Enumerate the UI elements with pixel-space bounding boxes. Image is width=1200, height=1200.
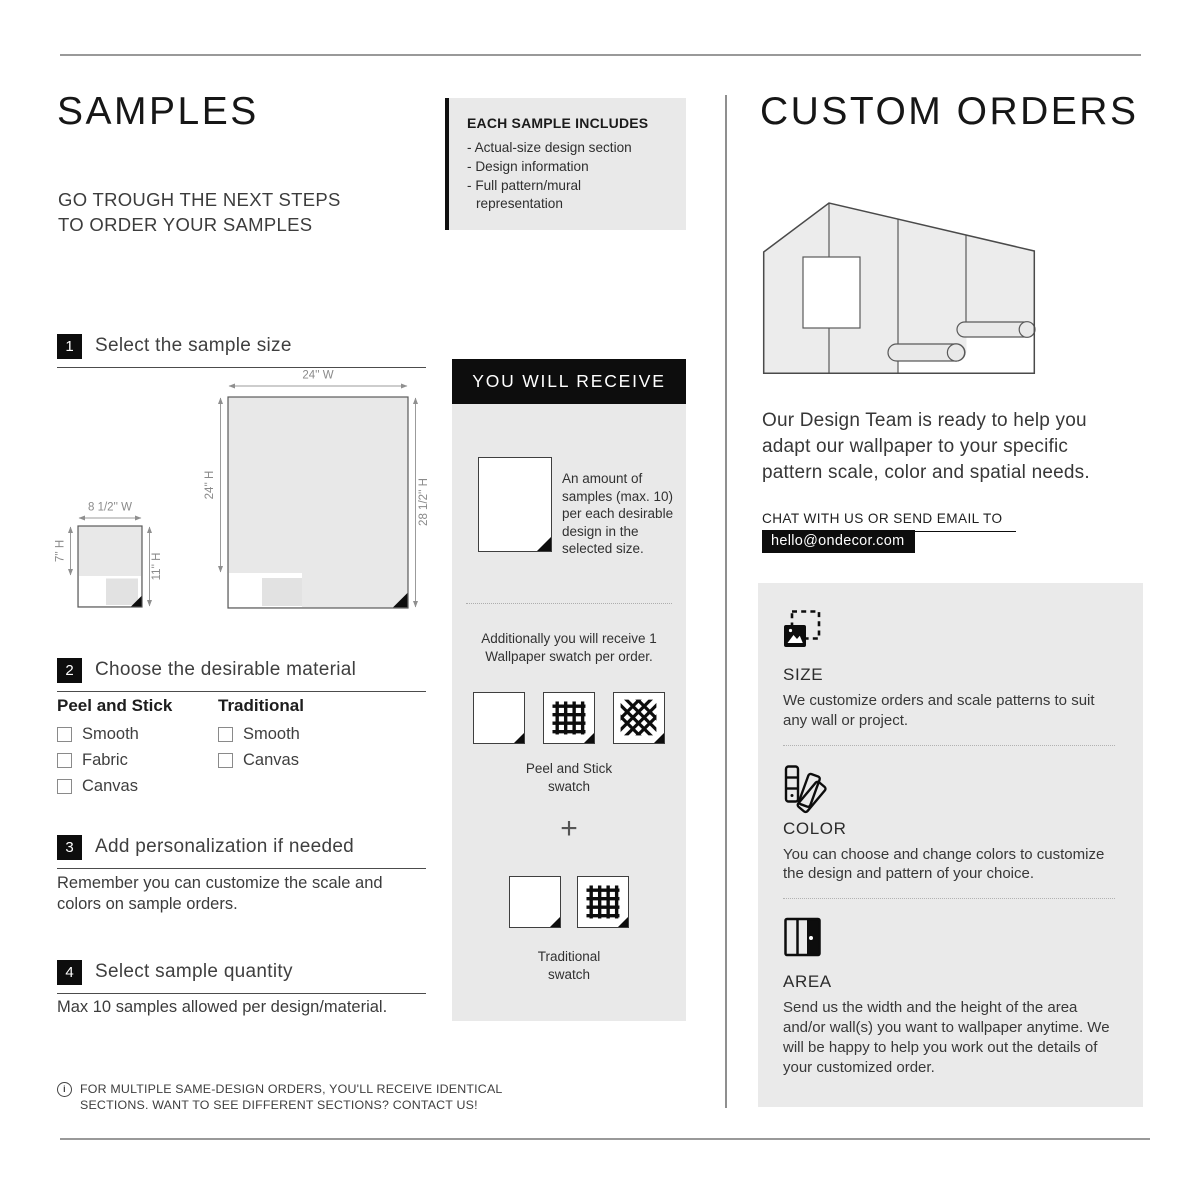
- swatch-grid: [543, 692, 595, 744]
- footnote: [57, 1081, 547, 1113]
- folded-corner-icon: [584, 733, 594, 743]
- traditional-swatch-label: Traditional swatch: [537, 949, 601, 983]
- option-label: Canvas: [243, 751, 299, 769]
- additional-swatch-text: Additionally you will receive 1 Wallpaper swatch per order.: [481, 631, 657, 664]
- chat-label-wrap: [762, 510, 1016, 532]
- you-will-receive-panel: [452, 404, 686, 1021]
- email-address[interactable]: hello@ondecor.com: [762, 530, 915, 553]
- personalization-note: Remember you can customize the scale and colors on sample orders.: [57, 874, 383, 914]
- step-3-number: 3: [57, 835, 82, 860]
- option-label: Fabric: [82, 751, 128, 769]
- small-height-right-label: 11'' H: [151, 552, 163, 581]
- dotted-divider: [783, 745, 1115, 746]
- option-peel-fabric: [57, 751, 172, 770]
- custom-intro-text: Our Design Team is ready to help you adapt our wallpaper to your specific pattern scale, color and spatial needs.: [762, 410, 1090, 484]
- peel-and-stick-title: Peel and Stick: [57, 696, 173, 715]
- you-will-receive-header: YOU WILL RECEIVE: [452, 359, 686, 404]
- small-height-left-label: 7'' H: [54, 539, 67, 563]
- option-traditional-canvas: [218, 751, 304, 770]
- house-wallpaper-illustration: [763, 200, 1035, 376]
- checkbox-traditional-smooth[interactable]: [218, 727, 233, 742]
- includes-item: - Design information: [467, 158, 668, 177]
- email-wrap: [762, 530, 915, 553]
- large-width-label: 24'' W: [302, 369, 334, 382]
- plus-sign: +: [560, 812, 578, 845]
- traditional-title: Traditional: [218, 696, 304, 715]
- swatch-grid: [577, 876, 629, 928]
- custom-orders-title: CUSTOM ORDERS: [760, 90, 1139, 133]
- sample-page-icon: [478, 457, 552, 552]
- step-1-label: Select the sample size: [95, 335, 292, 356]
- step-4-label: Select sample quantity: [95, 961, 293, 982]
- option-label: Smooth: [82, 725, 139, 743]
- step-1-header: [57, 334, 426, 368]
- option-peel-canvas: [57, 777, 172, 796]
- checkbox-peel-fabric[interactable]: [57, 753, 72, 768]
- swatch-plain: [509, 876, 561, 928]
- sample-size-diagram: [54, 368, 447, 618]
- step-2-label: Choose the desirable material: [95, 659, 357, 680]
- peel-swatch-label: Peel and Stick swatch: [525, 761, 613, 795]
- samples-amount-text: An amount of samples (max. 10) per each desirable design in the selected size.: [562, 471, 674, 557]
- samples-title: SAMPLES: [57, 90, 259, 133]
- dotted-divider: [466, 603, 672, 604]
- wallpaper-roll-icon: [957, 322, 1035, 338]
- checkbox-peel-canvas[interactable]: [57, 779, 72, 794]
- swatch-plain: [473, 692, 525, 744]
- large-sample-figure: [204, 370, 430, 609]
- dotted-divider: [783, 898, 1115, 899]
- footnote-text: FOR MULTIPLE SAME-DESIGN ORDERS, YOU'LL RECEIVE IDENTICAL SECTIONS. WANT TO SEE DIFFERENT SECTIONS? CONTACT US!: [80, 1082, 503, 1113]
- feature-size-text: We customize orders and scale patterns to suit any wall or project.: [783, 692, 1095, 729]
- small-width-label: 8 1/2'' W: [87, 501, 133, 514]
- column-divider: [725, 95, 727, 1108]
- large-height-right-label: 28 1/2'' H: [418, 478, 430, 526]
- checkbox-peel-smooth[interactable]: [57, 727, 72, 742]
- step-3-header: [57, 835, 426, 869]
- checkbox-traditional-canvas[interactable]: [218, 753, 233, 768]
- traditional-swatch-row: [452, 876, 686, 928]
- bottom-rule: [60, 1138, 1150, 1140]
- feature-area-title: AREA: [783, 972, 832, 992]
- material-column-peel: [57, 696, 172, 803]
- step-3-label: Add personalization if needed: [95, 836, 355, 857]
- option-peel-smooth: [57, 725, 172, 744]
- quantity-note: Max 10 samples allowed per design/material.: [57, 998, 388, 1016]
- size-crop-icon: [783, 610, 1117, 650]
- feature-color-text: You can choose and change colors to customize the design and pattern of your choice.: [783, 845, 1105, 883]
- small-sample-figure: [55, 502, 164, 608]
- step-2-header: [57, 658, 426, 692]
- samples-intro: GO TROUGH THE NEXT STEPS TO ORDER YOUR SAMPLES: [58, 189, 341, 235]
- color-swatches-icon: [783, 764, 1117, 804]
- includes-item: - Full pattern/mural representation: [467, 177, 668, 215]
- swatch-crosshatch: [613, 692, 665, 744]
- feature-size-title: SIZE: [783, 665, 824, 684]
- info-icon: i: [57, 1082, 72, 1097]
- includes-item: - Actual-size design section: [467, 139, 668, 158]
- large-height-left-label: 24'' H: [204, 470, 216, 500]
- step-2-number: 2: [57, 658, 82, 683]
- window: [803, 257, 860, 328]
- option-label: Smooth: [243, 725, 300, 743]
- option-traditional-smooth: [218, 725, 304, 744]
- peel-swatch-row: [452, 692, 686, 744]
- area-wall-icon: [783, 917, 1117, 957]
- folded-corner-icon: [618, 917, 628, 927]
- step-1-number: 1: [57, 334, 82, 359]
- step-4-number: 4: [57, 960, 82, 985]
- chat-label: CHAT WITH US OR SEND EMAIL TO: [762, 511, 1016, 532]
- includes-title: EACH SAMPLE INCLUDES: [467, 115, 649, 131]
- feature-area-text: Send us the width and the height of the area and/or wall(s) you want to wallpaper anytime. We will be happy to help you work out the details of your customized order.: [783, 999, 1110, 1076]
- option-label: Canvas: [82, 777, 138, 795]
- feature-color-title: COLOR: [783, 818, 847, 838]
- top-rule: [60, 54, 1141, 56]
- step-4-header: [57, 960, 426, 994]
- each-sample-includes-box: [445, 98, 686, 230]
- material-column-traditional: [218, 696, 304, 777]
- wallpaper-roll-icon: [888, 344, 965, 361]
- folded-corner-icon: [514, 733, 524, 743]
- folded-corner-icon: [550, 917, 560, 927]
- custom-features-box: [758, 583, 1143, 1107]
- folded-corner-icon: [654, 733, 664, 743]
- folded-corner-icon: [537, 537, 551, 551]
